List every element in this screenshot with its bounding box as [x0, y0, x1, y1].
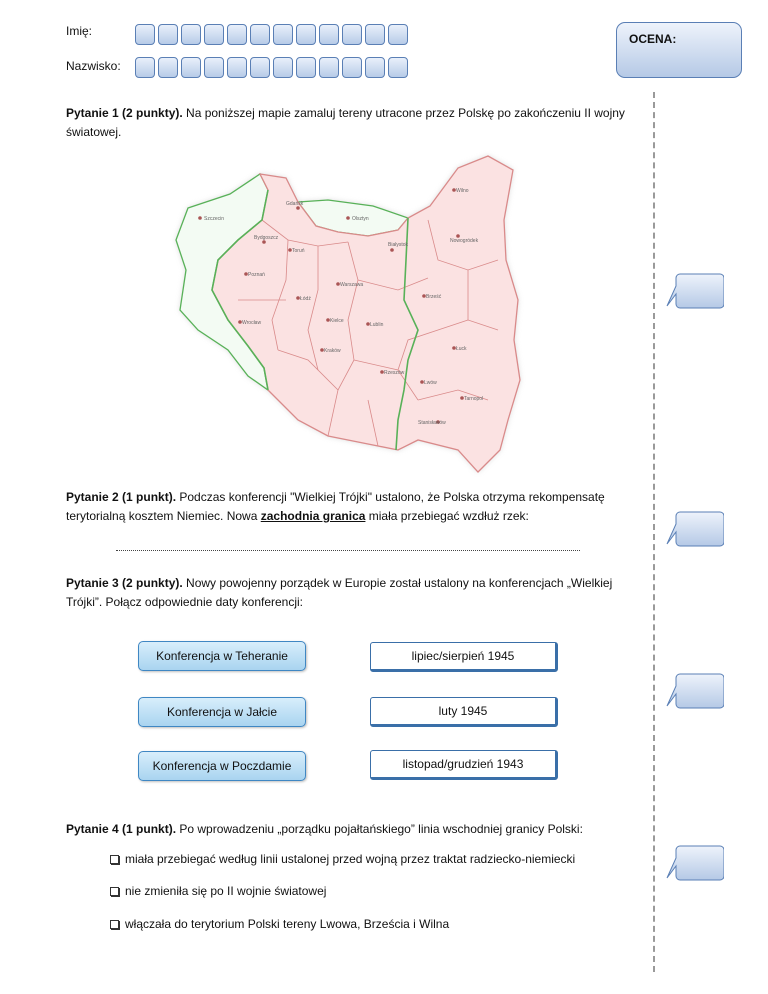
question-1: [66, 104, 646, 142]
city-label: Bydgoszcz: [254, 235, 279, 241]
question-4-title: Pytanie 4 (1 punkt).: [66, 822, 177, 836]
question-2: [66, 488, 646, 526]
question-1-text: Na poniższej mapie zamaluj tereny utracone przez Polskę po zakończeniu II wojny światowej.: [66, 106, 625, 139]
city-label: Nowogródek: [450, 238, 479, 244]
checkbox-icon[interactable]: [110, 887, 119, 896]
score-bubble-q4[interactable]: [666, 844, 724, 888]
city-label: Tarnopol: [464, 396, 484, 402]
imie-label: Imię:: [66, 24, 93, 38]
city-label: Wrocław: [242, 320, 262, 326]
city-label: Olsztyn: [352, 216, 369, 222]
option-3-label: włączała do terytorium Polski tereny Lwowa, Brześcia i Wilna: [125, 917, 450, 931]
score-bubble-q2[interactable]: [666, 510, 724, 554]
city-label: Lublin: [370, 322, 384, 328]
city-label: Gdańsk: [286, 201, 304, 207]
option-2[interactable]: [110, 884, 326, 898]
question-2-text-b: miała przebiegać wzdłuż rzek:: [365, 509, 529, 523]
option-2-label: nie zmieniła się po II wojnie światowej: [125, 884, 327, 898]
conference-teheran-box[interactable]: Konferencja w Teheranie: [138, 641, 306, 671]
question-2-underline: zachodnia granica: [260, 509, 366, 523]
city-label: Warszawa: [340, 282, 364, 288]
date-box-1[interactable]: lipiec/sierpień 1945: [370, 642, 558, 672]
poland-map[interactable]: [168, 150, 530, 484]
question-2-text-a: Podczas konferencji "Wielkiej Trójki" ustalono, że Polska otrzyma rekompensatę terytorialną kosztem Niemiec. Nowa: [66, 490, 605, 523]
option-1-label: miała przebiegać według linii ustalonej przed wojną przez traktat radziecko-niemiecki: [125, 852, 576, 866]
ocena-label: OCENA:: [629, 32, 677, 46]
option-3[interactable]: [110, 917, 449, 931]
city-label: Białystok: [388, 242, 409, 248]
ocena-box[interactable]: [616, 22, 742, 78]
question-3: [66, 574, 646, 612]
checkbox-icon[interactable]: [110, 920, 119, 929]
answer-dotted-line[interactable]: [116, 550, 580, 551]
question-2-title: Pytanie 2 (1 punkt).: [66, 490, 177, 504]
question-4: [66, 820, 646, 839]
city-label: Rzeszów: [384, 370, 405, 376]
conference-jalta-box[interactable]: Konferencja w Jałcie: [138, 697, 306, 727]
dashed-margin-line: [653, 92, 655, 972]
city-label: Łódź: [300, 296, 311, 302]
score-bubble-q1[interactable]: [666, 272, 724, 316]
date-box-3[interactable]: listopad/grudzień 1943: [370, 750, 558, 780]
option-1[interactable]: [110, 852, 575, 866]
city-label: Poznań: [248, 272, 265, 278]
question-4-text: Po wprowadzeniu „porządku pojałtańskiego” linia wschodniej granicy Polski:: [176, 822, 583, 836]
city-label: Szczecin: [204, 216, 225, 222]
city-label: Łuck: [456, 346, 467, 352]
question-3-text: Nowy powojenny porządek w Europie został ustalony na konferencjach „Wielkiej Trójki”. Połącz odpowiednie daty konferencji:: [66, 576, 613, 609]
question-1-title: Pytanie 1 (2 punkty).: [66, 106, 183, 120]
city-label: Wilno: [456, 188, 469, 194]
imie-input-boxes[interactable]: [135, 24, 408, 45]
city-label: Kielce: [330, 318, 344, 324]
conference-poczdam-box[interactable]: Konferencja w Poczdamie: [138, 751, 306, 781]
nazwisko-label: Nazwisko:: [66, 59, 121, 73]
city-label: Kraków: [324, 348, 341, 354]
checkbox-icon[interactable]: [110, 855, 119, 864]
city-label: Toruń: [292, 248, 305, 254]
city-label: Stanisławów: [418, 420, 446, 426]
question-3-title: Pytanie 3 (2 punkty).: [66, 576, 183, 590]
score-bubble-q3[interactable]: [666, 672, 724, 716]
nazwisko-input-boxes[interactable]: [135, 57, 408, 78]
city-label: Lwów: [424, 380, 437, 386]
date-box-2[interactable]: luty 1945: [370, 697, 558, 727]
city-label: Brześć: [426, 294, 442, 300]
